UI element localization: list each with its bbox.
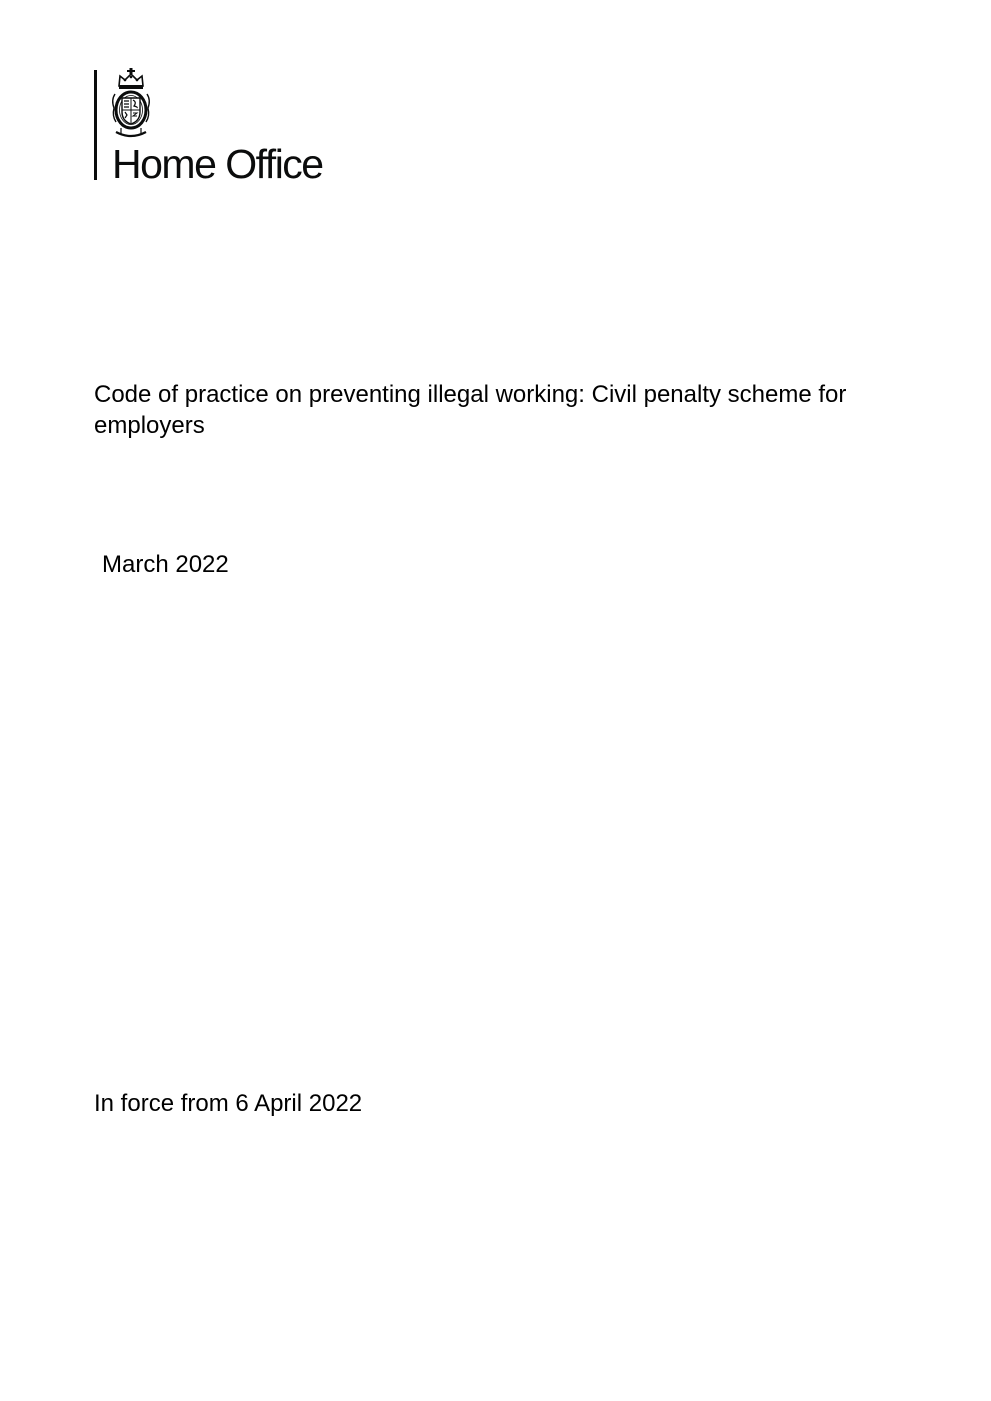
home-office-logo [94, 68, 354, 187]
logo-divider [94, 70, 97, 180]
publication-date: March 2022 [102, 551, 229, 578]
royal-coat-of-arms-icon [109, 68, 153, 142]
document-title: Code of practice on preventing illegal working: Civil penalty scheme for employers [94, 381, 847, 439]
organisation-name: Home Office [112, 141, 323, 187]
in-force-date: In force from 6 April 2022 [94, 1090, 363, 1117]
